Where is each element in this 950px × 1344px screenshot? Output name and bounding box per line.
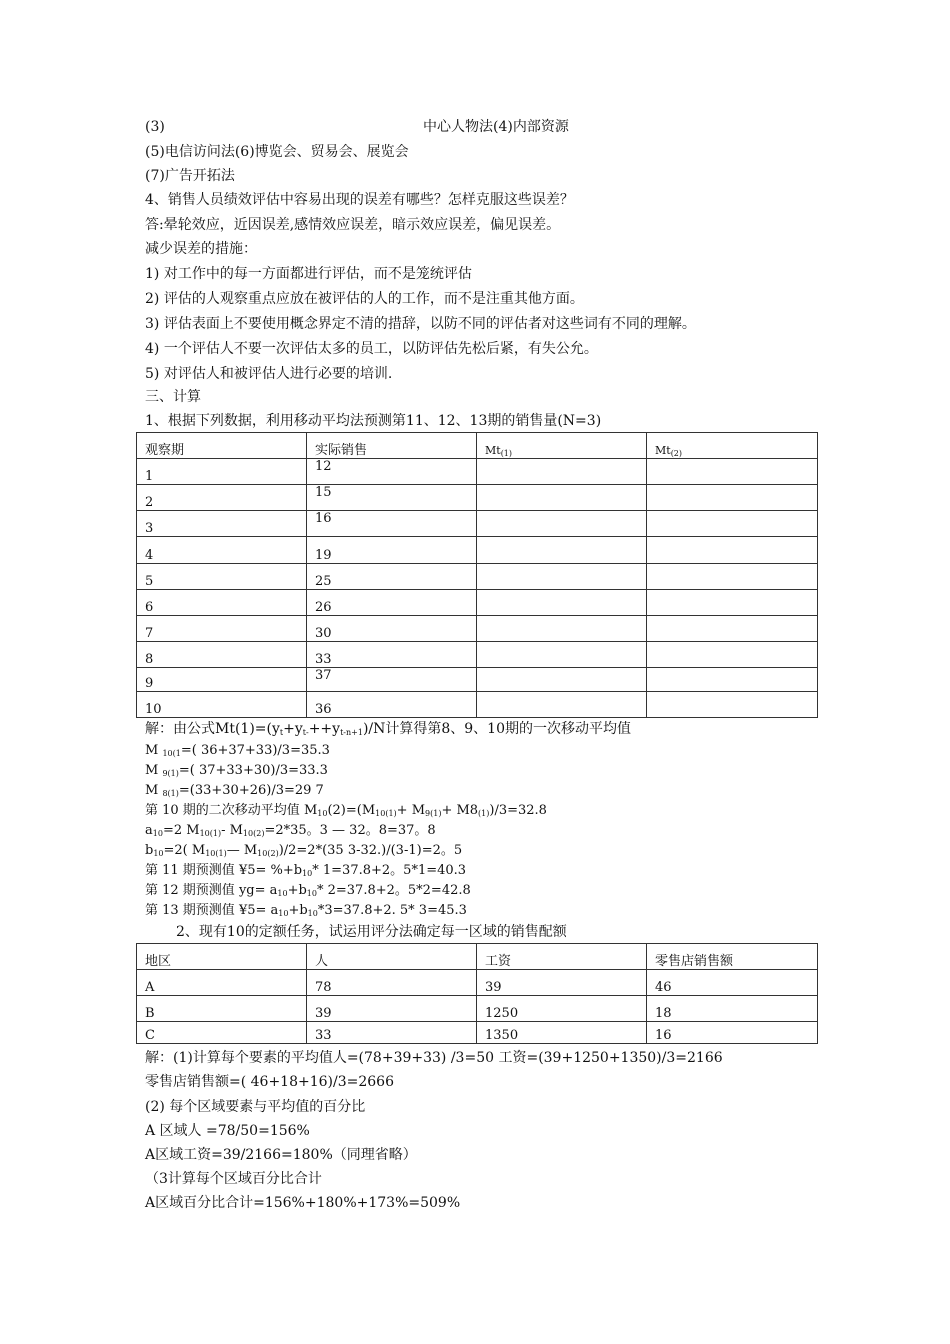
cell-sales: 30 [307,616,477,642]
table-row [137,564,818,590]
cell-mt2 [647,511,818,537]
table-row [137,537,818,564]
cell-period: 10 [137,692,307,718]
cell-mt2 [647,564,818,590]
cell-mt2 [647,590,818,616]
a10-calc: $a_{10}=2$ $M_{10(1)}-$ $M_{10(2)}=2*35$。3 — 32。8=37。8 [145,823,436,838]
table-row [137,692,818,718]
forecast-12: 第 12 期预测值 $yg= a_{10}+b_{10}*$ 2=37.8+2。5*2=42.8 [145,883,471,898]
line-method-5-6: (5)电信访问法(6)博览会、贸易会、展览会 [145,144,409,160]
cell-period: 8 [137,642,307,668]
solution-2-total: A区域百分比合计=156%+180%+173%=509% [145,1195,461,1211]
cell-retail-sales: 46 [647,970,818,996]
cell-wage: 39 [477,970,647,996]
cell-people: 33 [307,1022,477,1044]
cell-period: 3 [137,511,307,537]
question-4: 4、销售人员绩效评估中容易出现的误差有哪些？怎样克服这些误差？ [145,192,574,208]
table-row [137,459,818,485]
header-mt1: $Mt_{(1)}$ [477,433,647,459]
cell-sales: 26 [307,590,477,616]
cell-sales: 19 [307,537,477,564]
line-method-7: (7)广告开拓法 [145,168,235,184]
table-row [137,970,818,996]
cell-retail-sales: 16 [647,1022,818,1044]
header-mt2: $Mt_{(2)}$ [647,433,818,459]
cell-region: A [137,970,307,996]
cell-mt1 [477,668,647,692]
solution-1-formula: 解：由公式$Mt(1)=(y_t+y_{t-}++y_{t-n+1})/N$计算得第8、9、10期的一次移动平均值 [145,721,631,737]
header-region: 地区 [137,944,307,970]
table-header-row [137,944,818,970]
cell-period: 9 [137,668,307,692]
cell-period: 5 [137,564,307,590]
cell-sales: 25 [307,564,477,590]
cell-mt2 [647,642,818,668]
method-3-4-text: 中心人物法(4)内部资源 [423,119,569,135]
solution-2-step-1: 解：(1)计算每个要素的平均值人=(78+39+33) /3=50 工资=(39+1250+1350)/3=2166 [145,1050,723,1066]
line-method-3 [145,117,569,137]
method-3-label: (3) [145,119,165,135]
header-period: 观察期 [137,433,307,459]
table-row [137,590,818,616]
cell-mt1 [477,590,647,616]
cell-mt2 [647,459,818,485]
cell-sales: 36 [307,692,477,718]
header-people: 人 [307,944,477,970]
second-moving-average: 第 10 期的二次移动平均值 $M_{10}(2)=(M_{10(1)}+ M_{9(1)}+ M8_{(1)})/3=32.8$ [145,803,547,818]
forecast-11: 第 11 期预测值 ¥5= $\%+b_{10}*$ 1=37.8+2。5*1=40.3 [145,863,467,878]
m10-calc: M $_{10(1}$=( 36+37+33)/3=35.3 [145,743,330,758]
quota-table [136,943,818,1044]
cell-mt2 [647,616,818,642]
cell-period: 2 [137,485,307,511]
cell-sales: 16 [307,511,477,537]
cell-period: 4 [137,537,307,564]
cell-sales: 12 [307,459,477,485]
cell-period: 6 [137,590,307,616]
table-row [137,511,818,537]
cell-mt1 [477,616,647,642]
table-row [137,642,818,668]
cell-region: C [137,1022,307,1044]
cell-people: 39 [307,996,477,1022]
cell-region: B [137,996,307,1022]
measure-item: 5) 对评估人和被评估人进行必要的培训. [145,366,393,382]
question-1: 1、根据下列数据，利用移动平均法预测第11、12、13期的销售量(N=3) [145,413,602,429]
table-row [137,616,818,642]
cell-mt1 [477,642,647,668]
cell-mt1 [477,485,647,511]
table-header-row [137,433,818,459]
header-wage: 工资 [477,944,647,970]
cell-wage: 1350 [477,1022,647,1044]
answer-4: 答:晕轮效应，近因误差,感情效应误差，暗示效应误差，偏见误差。 [145,217,561,233]
cell-people: 78 [307,970,477,996]
header-actual-sales: 实际销售 [307,433,477,459]
header-retail-sales: 零售店销售额 [647,944,818,970]
cell-mt2 [647,537,818,564]
solution-2-retail-average: 零售店销售额=( 46+18+16)/3=2666 [145,1074,394,1090]
table-row [137,668,818,692]
moving-average-table [136,432,818,718]
solution-2-step-3: （3计算每个区域百分比合计 [145,1171,322,1187]
m8-calc: M $_{8(1)}$=(33+30+26)/3=29 7 [145,783,324,798]
measure-item: 4) 一个评估人不要一次评估太多的员工，以防评估先松后紧，有失公允。 [145,341,598,357]
cell-mt2 [647,668,818,692]
table-row [137,996,818,1022]
measure-item: 2) 评估的人观察重点应放在被评估的人的工作，而不是注重其他方面。 [145,291,584,307]
solution-2-wage-ratio: A区域工资=39/2166=180%（同理省略） [145,1147,417,1163]
table-row [137,485,818,511]
solution-2-people-ratio: A 区域人 =78/50=156% [145,1123,310,1139]
m9-calc: M $_{9(1)}$=( 37+33+30)/3=33.3 [145,763,328,778]
measure-item: 1) 对工作中的每一方面都进行评估，而不是笼统评估 [145,266,472,282]
cell-mt1 [477,511,647,537]
cell-period: 1 [137,459,307,485]
cell-mt1 [477,692,647,718]
measures-title: 减少误差的措施： [145,241,257,257]
cell-period: 7 [137,616,307,642]
cell-mt1 [477,459,647,485]
cell-mt2 [647,692,818,718]
solution-2-step-2: (2) 每个区域要素与平均值的百分比 [145,1099,366,1115]
b10-calc: $b_{10}=2$( $M_{10(1)}—$ $M_{10(2)})/2=2*(35$ 3-32.)/(3-1)=2。5 [145,843,463,858]
cell-retail-sales: 18 [647,996,818,1022]
section-3-heading: 三、计算 [145,389,201,405]
cell-mt1 [477,564,647,590]
question-2: 2、现有10的定额任务，试运用评分法确定每一区域的销售配额 [176,924,567,940]
forecast-13: 第 13 期预测值 ¥5= $a_{10}+b_{10}*3=37.8+2$. 5* 3=45.3 [145,903,467,918]
cell-mt2 [647,485,818,511]
table-row [137,1022,818,1044]
measure-item: 3) 评估表面上不要使用概念界定不清的措辞，以防不同的评估者对这些词有不同的理解。 [145,316,696,332]
cell-wage: 1250 [477,996,647,1022]
cell-sales: 37 [307,668,477,692]
cell-mt1 [477,537,647,564]
cell-sales: 15 [307,485,477,511]
cell-sales: 33 [307,642,477,668]
